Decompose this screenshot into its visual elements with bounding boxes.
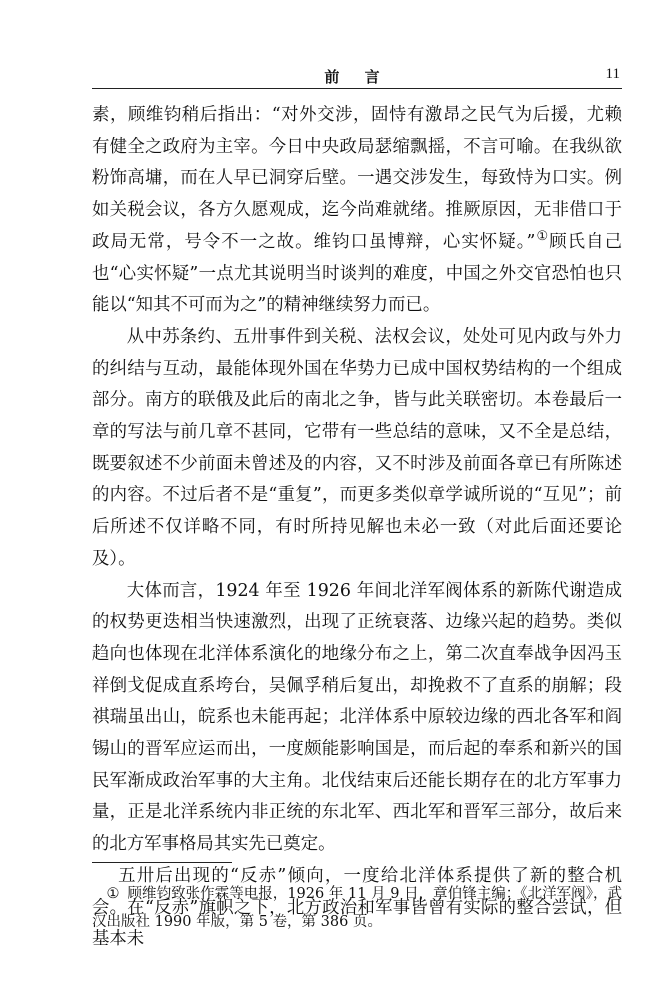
footnote-reference: ① — [535, 229, 550, 245]
footnote-divider — [92, 862, 232, 863]
footnote-text: 顾维钧致张作霖等电报，1926 年 11 月 9 日，章伯锋主编：《北洋军阀》，武汉出版社 1990 年版，第 5 卷，第 386 页。 — [92, 886, 623, 930]
paragraph-3: 大体而言，1924 年至 1926 年间北洋军阀体系的新陈代谢造成的权势更迭相当快速激烈，出现了正统衰落、边缘兴起的趋势。类似趋向也体现在北洋体系演化的地缘分布之上，第二次直奉战争因冯玉祥倒戈促成直系垮台，吴佩孚稍后复出，却挽救不了直系的崩解；段祺瑞虽出山，皖系也未能再起；北洋体系中原较边缘的西北各军和阎锡山的晋军应运而出，一度颇能影响国是，而后起的奉系和新兴的国民军渐成政治军事的大主角。北伐结束后还能长期存在的北方军事力量，正是北洋系统内非正统的东北军、西北军和晋军三部分，故后来的北方军事格局其实先已奠定。 — [92, 580, 622, 855]
running-head-title: 前 言 — [324, 68, 390, 86]
paragraph-2: 从中苏条约、五卅事件到关税、法权会议，处处可见内政与外力的纠结与互动，最能体现外国在华势力已成中国权势结构的一个组成部分。南方的联俄及此后的南北之争，皆与此关联密切。本卷最后一章的写法与前几章不甚同，它带有一些总结的意味，又不全是总结，既要叙述不少前面未曾述及的内容，又不时涉及前面各章已有所陈述的内容。不过后者不是“重复”，而更多类似章学诚所说的“互见”；前后所述不仅详略不同，有时所持见解也未必一致（对此后面还要论及）。 — [92, 326, 622, 569]
paragraph-1 — [92, 100, 622, 322]
footnote — [92, 880, 622, 936]
paragraph-4: 五卅后出现的“反赤”倾向，一度给北洋体系提供了新的整合机会。在“反赤”旗帜之下，北方政治和军事皆曾有实际的整合尝试，但基本未 — [92, 865, 622, 950]
page-number: 11 — [605, 66, 620, 82]
main-text — [92, 100, 622, 956]
footnote-mark: ① — [106, 886, 120, 902]
paragraph-1-text: 素，顾维钧稍后指出：“对外交涉，固恃有激昂之民气为后援，尤赖有健全之政府为主宰。今日中央政局瑟缩飘摇，不言可喻。在我纵欲粉饰高墉，而在人早已洞穿后壁。一遇交涉发生，每致恃为口实。例如关税会议，各方久愿观成，迄今尚难就绪。推厥原因，无非借口于政局无常，号令不一之故。维钧口虽博辩，心实怀疑。” — [92, 105, 622, 252]
running-header — [92, 62, 622, 89]
paragraph-1-continuation: 顾氏自己也“心实怀疑”一点尤其说明当时谈判的难度，中国之外交官恐怕也只能以“知其不可而为之”的精神继续努力而已。 — [92, 231, 622, 316]
